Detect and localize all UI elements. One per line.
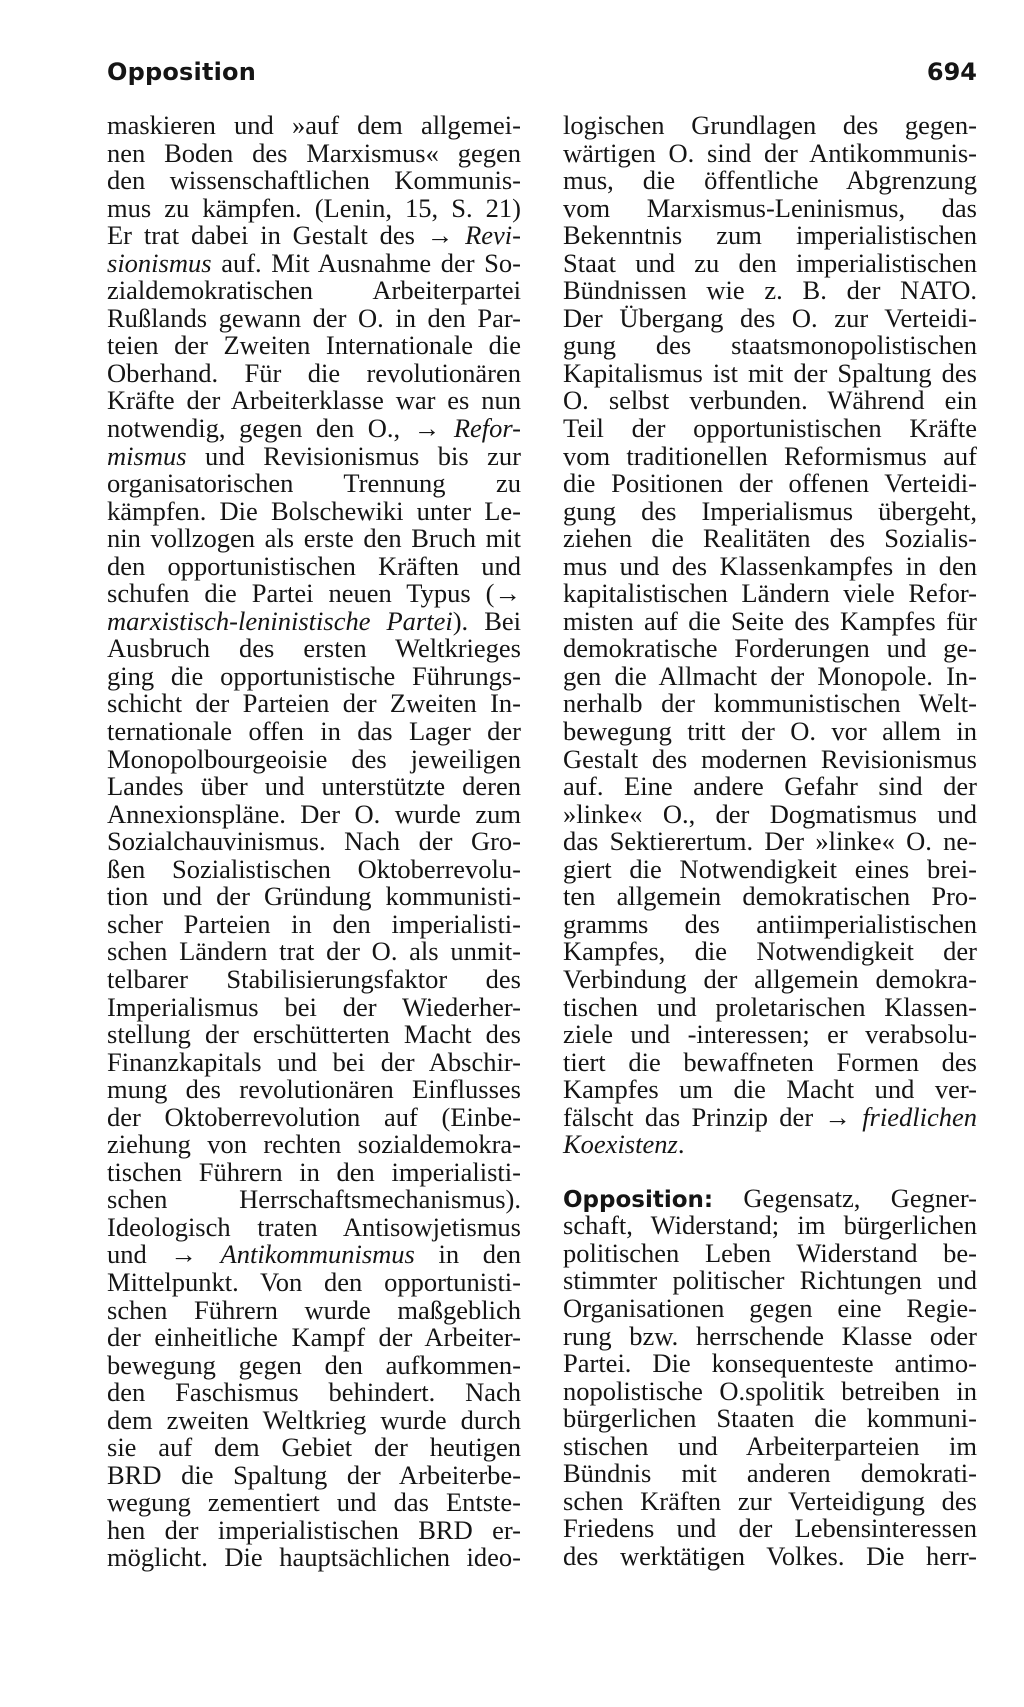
text-segment: wegung zementiert und das Entste- — [107, 1487, 521, 1518]
text-segment: schaft, Widerstand; im bürgerlichen — [563, 1210, 977, 1241]
text-line — [107, 137, 521, 168]
text-segment: vom Marxismus-Leninismus, das — [563, 192, 977, 223]
text-line — [563, 1375, 977, 1406]
text-line — [107, 883, 521, 911]
text-segment: notwendig, gegen den O., → — [107, 413, 454, 444]
text-line — [107, 718, 521, 746]
text-segment: auf. Mit Ausnahme der So- — [211, 247, 521, 278]
text-segment: und Revisionismus bis zur — [186, 440, 521, 471]
text-segment: in den — [414, 1239, 522, 1270]
text-segment: ternationale offen in das Lager der — [107, 716, 521, 747]
text-segment: ziele und -interessen; er verabsolu- — [563, 1019, 977, 1050]
text-segment: den opportunistischen Kräften und — [107, 550, 521, 581]
text-line — [107, 908, 521, 939]
text-segment: mus zu kämpfen. (Lenin, 15, S. 21) — [107, 192, 521, 223]
text-line — [563, 1021, 977, 1049]
text-segment: tischen und proletarischen Klassen- — [563, 991, 977, 1022]
text-segment: ). Bei — [452, 605, 521, 636]
text-line — [107, 277, 521, 305]
text-segment: maskieren und »auf dem allgemei- — [107, 110, 521, 140]
text-segment: auf. Eine andere Gefahr sind der — [563, 771, 977, 802]
text-line — [563, 1212, 977, 1240]
cross-reference: marxistisch-leninistische Partei — [107, 605, 453, 636]
text-line — [107, 605, 521, 636]
text-segment: vom traditionellen Reformismus auf — [563, 440, 977, 471]
text-segment: Monopolbourgeoisie des jeweiligen — [107, 743, 521, 774]
text-segment: mus, die öffentliche Abgrenzung — [563, 165, 977, 196]
text-line — [563, 1430, 977, 1461]
text-line — [563, 1046, 977, 1077]
cross-reference: Koexistenz — [563, 1129, 678, 1160]
text-segment: O. selbst verbunden. Während ein — [563, 385, 977, 416]
text-segment: Staat und zu den imperialistischen — [563, 247, 977, 278]
text-line — [563, 495, 977, 526]
text-line — [563, 580, 977, 608]
text-line — [107, 635, 521, 663]
text-segment: stellung der erschütterten Macht des — [107, 1019, 521, 1050]
text-segment: mung des revolutionären Einflusses — [107, 1074, 521, 1105]
page-header — [107, 58, 977, 94]
text-segment: gung des staatsmonopolistischen — [563, 330, 977, 361]
text-line — [107, 743, 521, 774]
text-line — [563, 660, 977, 691]
text-line — [107, 525, 521, 553]
text-segment: Teil der opportunistischen Kräfte — [563, 413, 977, 444]
text-line — [107, 332, 521, 360]
text-line — [563, 550, 977, 581]
text-segment: und → — [107, 1239, 221, 1270]
text-segment: Annexionspläne. Der O. wurde zum — [107, 798, 521, 829]
text-segment: ging die opportunistische Führungs- — [107, 660, 521, 691]
text-line — [107, 357, 521, 388]
text-segment: wärtigen O. sind der Antikommunis- — [563, 137, 977, 168]
text-line — [107, 1434, 521, 1462]
text-segment: BRD die Spaltung der Arbeiterbe- — [107, 1459, 521, 1490]
text-segment: schicht der Parteien der Zweiten In- — [107, 688, 521, 719]
text-line — [563, 1540, 977, 1571]
text-line — [563, 743, 977, 774]
text-line — [563, 938, 977, 966]
text-line — [563, 277, 977, 305]
text-segment: Kampfes um die Macht und ver- — [563, 1074, 977, 1105]
text-line — [563, 357, 977, 388]
text-line — [107, 1021, 521, 1049]
text-line — [107, 660, 521, 691]
text-line — [107, 1349, 521, 1380]
text-segment: Der Übergang des O. zur Verteidi- — [563, 302, 977, 333]
text-segment: Landes über und unterstützte deren — [107, 771, 521, 802]
text-line — [107, 1324, 521, 1352]
text-segment: Friedens und der Lebensinteressen — [563, 1513, 977, 1544]
text-segment: die Positionen der offenen Verteidi- — [563, 468, 977, 499]
text-line — [107, 1076, 521, 1104]
text-line — [563, 908, 977, 939]
text-line — [563, 883, 977, 911]
text-segment: tion und der Gründung kommunisti- — [107, 881, 521, 912]
text-segment: kapitalistischen Ländern viele Refor- — [563, 578, 977, 609]
text-line — [107, 1544, 521, 1572]
text-segment: nopolistische O.spolitik betreiben in — [563, 1375, 977, 1406]
text-line — [107, 1294, 521, 1325]
text-line — [107, 415, 521, 443]
text-line — [107, 1489, 521, 1517]
entry-lemma: Opposition: — [563, 1186, 714, 1213]
text-segment: ziehung von rechten sozialdemokra- — [107, 1129, 521, 1160]
text-line — [107, 773, 521, 801]
text-segment: Oberhand. Für die revolutionären — [107, 357, 521, 388]
text-segment: nen Boden des Marxismus« gegen — [107, 137, 521, 168]
text-segment: Kampfes, die Notwendigkeit der — [563, 936, 977, 967]
text-segment: ßen Sozialistischen Oktoberrevolu- — [107, 853, 521, 884]
text-line — [563, 718, 977, 746]
text-line — [563, 853, 977, 884]
text-line — [563, 415, 977, 443]
text-line — [107, 1186, 521, 1214]
text-line — [107, 1404, 521, 1435]
page-number: 694 — [926, 58, 977, 86]
text-line — [563, 1460, 977, 1488]
text-line — [563, 222, 977, 250]
text-segment: teien der Zweiten Internationale die — [107, 330, 521, 361]
running-head: Opposition — [107, 58, 257, 86]
text-line — [107, 495, 521, 526]
text-segment: tiert die bewaffneten Formen des — [563, 1046, 977, 1077]
text-segment: Rußlands gewann der O. in den Par- — [107, 302, 521, 333]
text-segment: scher Parteien in den imperialisti- — [107, 908, 521, 939]
text-segment: Verbindung der allgemein demokra- — [563, 963, 977, 994]
text-line — [107, 1241, 521, 1269]
text-segment: Mittelpunkt. Von den opportunisti- — [107, 1266, 521, 1297]
text-segment: hen der imperialistischen BRD er- — [107, 1514, 521, 1545]
text-segment: das Sektierertum. Der »linke« O. ne- — [563, 826, 977, 857]
text-segment: politischen Leben Widerstand be- — [563, 1237, 977, 1268]
text-segment: rung bzw. herrschende Klasse oder — [563, 1320, 977, 1351]
text-line — [107, 1156, 521, 1187]
text-segment: gen die Allmacht der Monopole. In- — [563, 660, 977, 691]
text-segment: bewegung gegen den aufkommen- — [107, 1349, 521, 1380]
text-segment: Finanzkapitals und bei der Abschir- — [107, 1046, 521, 1077]
text-line — [563, 1515, 977, 1543]
text-line — [563, 963, 977, 994]
text-line — [107, 1131, 521, 1159]
text-segment: kämpfen. Die Bolschewiki unter Le- — [107, 495, 521, 526]
text-segment: mus und des Klassenkampfes in den — [563, 550, 977, 581]
text-line — [563, 525, 977, 553]
text-line — [107, 938, 521, 966]
cross-reference: mismus — [107, 440, 187, 471]
text-segment: misten auf die Seite des Kampfes für — [563, 605, 977, 636]
text-line — [563, 635, 977, 663]
text-segment: organisatorischen Trennung zu — [107, 468, 521, 499]
cross-reference: Revi- — [465, 220, 521, 251]
text-line — [107, 1459, 521, 1490]
text-line — [563, 1237, 977, 1268]
text-segment: Partei. Die konsequenteste antimo- — [563, 1348, 977, 1379]
text-line — [563, 1101, 977, 1132]
text-column-right — [563, 112, 977, 1570]
text-line — [107, 690, 521, 718]
cross-reference: sionismus — [107, 247, 212, 278]
text-line — [107, 550, 521, 581]
text-line — [563, 991, 977, 1022]
text-line — [563, 167, 977, 195]
text-line — [107, 167, 521, 195]
text-line — [107, 1211, 521, 1242]
text-line — [107, 387, 521, 415]
text-segment: schen Herrschaftsmechanismus). — [107, 1184, 521, 1215]
text-line — [563, 798, 977, 829]
text-line — [107, 192, 521, 223]
text-segment: den wissenschaftlichen Kommunis- — [107, 165, 521, 196]
text-segment: Kapitalismus ist mit der Spaltung des — [563, 357, 977, 388]
text-segment: fälscht das Prinzip der → — [563, 1101, 863, 1132]
text-line — [563, 302, 977, 333]
text-line — [563, 605, 977, 636]
text-segment: Bündnis mit anderen demokrati- — [563, 1458, 977, 1489]
cross-reference: Refor- — [453, 413, 521, 444]
text-segment: möglicht. Die hauptsächlichen ideo- — [107, 1542, 521, 1573]
text-segment: bürgerlichen Staaten die kommuni- — [563, 1403, 977, 1434]
text-segment: Bekenntnis zum imperialistischen — [563, 220, 977, 251]
text-line — [563, 1320, 977, 1351]
text-segment: gramms des antiimperialistischen — [563, 908, 977, 939]
text-segment: tischen Führern in den imperialisti- — [107, 1156, 521, 1187]
text-segment: Imperialismus bei der Wiederher- — [107, 991, 521, 1022]
text-line — [563, 1485, 977, 1516]
text-segment: Ausbruch des ersten Weltkrieges — [107, 633, 521, 664]
text-segment: bewegung tritt der O. vor allem in — [563, 716, 977, 747]
text-segment: nin vollzogen als erste den Bruch mit — [107, 523, 521, 554]
text-line — [563, 470, 977, 498]
text-segment: stimmter politischer Richtungen und — [563, 1265, 977, 1296]
text-segment: Gestalt des modernen Revisionismus — [563, 743, 977, 774]
text-line — [563, 1182, 977, 1213]
text-line — [107, 302, 521, 333]
text-line — [107, 112, 521, 140]
text-line — [563, 1405, 977, 1433]
text-line — [107, 991, 521, 1022]
text-segment: Sozialchauvinismus. Nach der Gro- — [107, 826, 521, 857]
text-line — [107, 963, 521, 994]
cross-reference: friedlichen — [862, 1101, 977, 1132]
text-segment: Gegensatz, Gegner- — [713, 1182, 977, 1213]
text-segment: »linke« O., der Dogmatismus und — [563, 798, 977, 829]
text-segment: giert die Notwendigkeit eines brei- — [563, 853, 977, 884]
text-line — [563, 690, 977, 718]
text-line — [107, 1266, 521, 1297]
text-line — [107, 1046, 521, 1077]
text-segment: Organisationen gegen eine Regie- — [563, 1292, 977, 1323]
text-line — [107, 1379, 521, 1407]
text-line — [107, 222, 521, 250]
text-line — [107, 798, 521, 829]
text-segment: demokratische Forderungen und ge- — [563, 633, 977, 664]
text-segment: des werktätigen Volkes. Die herr- — [563, 1540, 977, 1571]
text-column-left — [107, 112, 521, 1572]
text-line — [563, 1350, 977, 1378]
text-line — [107, 828, 521, 856]
text-line — [563, 1076, 977, 1104]
text-segment: . — [677, 1129, 685, 1160]
text-segment: der einheitliche Kampf der Arbeiter- — [107, 1322, 521, 1353]
text-segment: schen Kräften zur Verteidigung des — [563, 1485, 977, 1516]
text-segment: zialdemokratischen Arbeiterpartei — [107, 275, 521, 306]
text-line — [107, 853, 521, 884]
text-line — [107, 247, 521, 278]
text-line — [563, 332, 977, 360]
text-segment: schen Ländern trat der O. als unmit- — [107, 936, 521, 967]
text-segment: logischen Grundlagen des gegen- — [563, 110, 977, 140]
text-segment: den Faschismus behindert. Nach — [107, 1377, 521, 1408]
text-line — [563, 192, 977, 223]
text-line — [563, 1267, 977, 1295]
text-segment: schen Führern wurde maßgeblich — [107, 1294, 521, 1325]
text-segment: dem zweiten Weltkrieg wurde durch — [107, 1404, 521, 1435]
text-line — [107, 1514, 521, 1545]
text-segment: schufen die Partei neuen Typus (→ — [107, 578, 521, 609]
text-line — [563, 440, 977, 471]
text-segment: sie auf dem Gebiet der heutigen — [107, 1432, 521, 1463]
text-segment: ziehen die Realitäten des Sozialis- — [563, 523, 977, 554]
text-line — [563, 828, 977, 856]
text-line — [107, 1101, 521, 1132]
text-line — [107, 470, 521, 498]
text-line — [107, 580, 521, 608]
text-line — [563, 247, 977, 278]
text-segment: Er trat dabei in Gestalt des → — [107, 220, 466, 251]
text-segment: stischen und Arbeiterparteien im — [563, 1430, 977, 1461]
text-segment: ten allgemein demokratischen Pro- — [563, 881, 977, 912]
text-segment: telbarer Stabilisierungsfaktor des — [107, 963, 521, 994]
text-segment: Ideologisch traten Antisowjetismus — [107, 1211, 521, 1242]
text-line — [563, 137, 977, 168]
text-segment: nerhalb der kommunistischen Welt- — [563, 688, 977, 719]
text-line — [107, 440, 521, 471]
cross-reference: Antikommunismus — [220, 1239, 415, 1270]
text-line — [563, 773, 977, 801]
text-segment: gung des Imperialismus übergeht, — [563, 495, 977, 526]
text-line — [563, 1131, 977, 1159]
text-line — [563, 112, 977, 140]
text-segment: Bündnissen wie z. B. der NATO. — [563, 275, 977, 306]
text-segment: Kräfte der Arbeiterklasse war es nun — [107, 385, 521, 416]
text-segment: der Oktoberrevolution auf (Einbe- — [107, 1101, 521, 1132]
text-line — [563, 387, 977, 415]
text-line — [563, 1292, 977, 1323]
